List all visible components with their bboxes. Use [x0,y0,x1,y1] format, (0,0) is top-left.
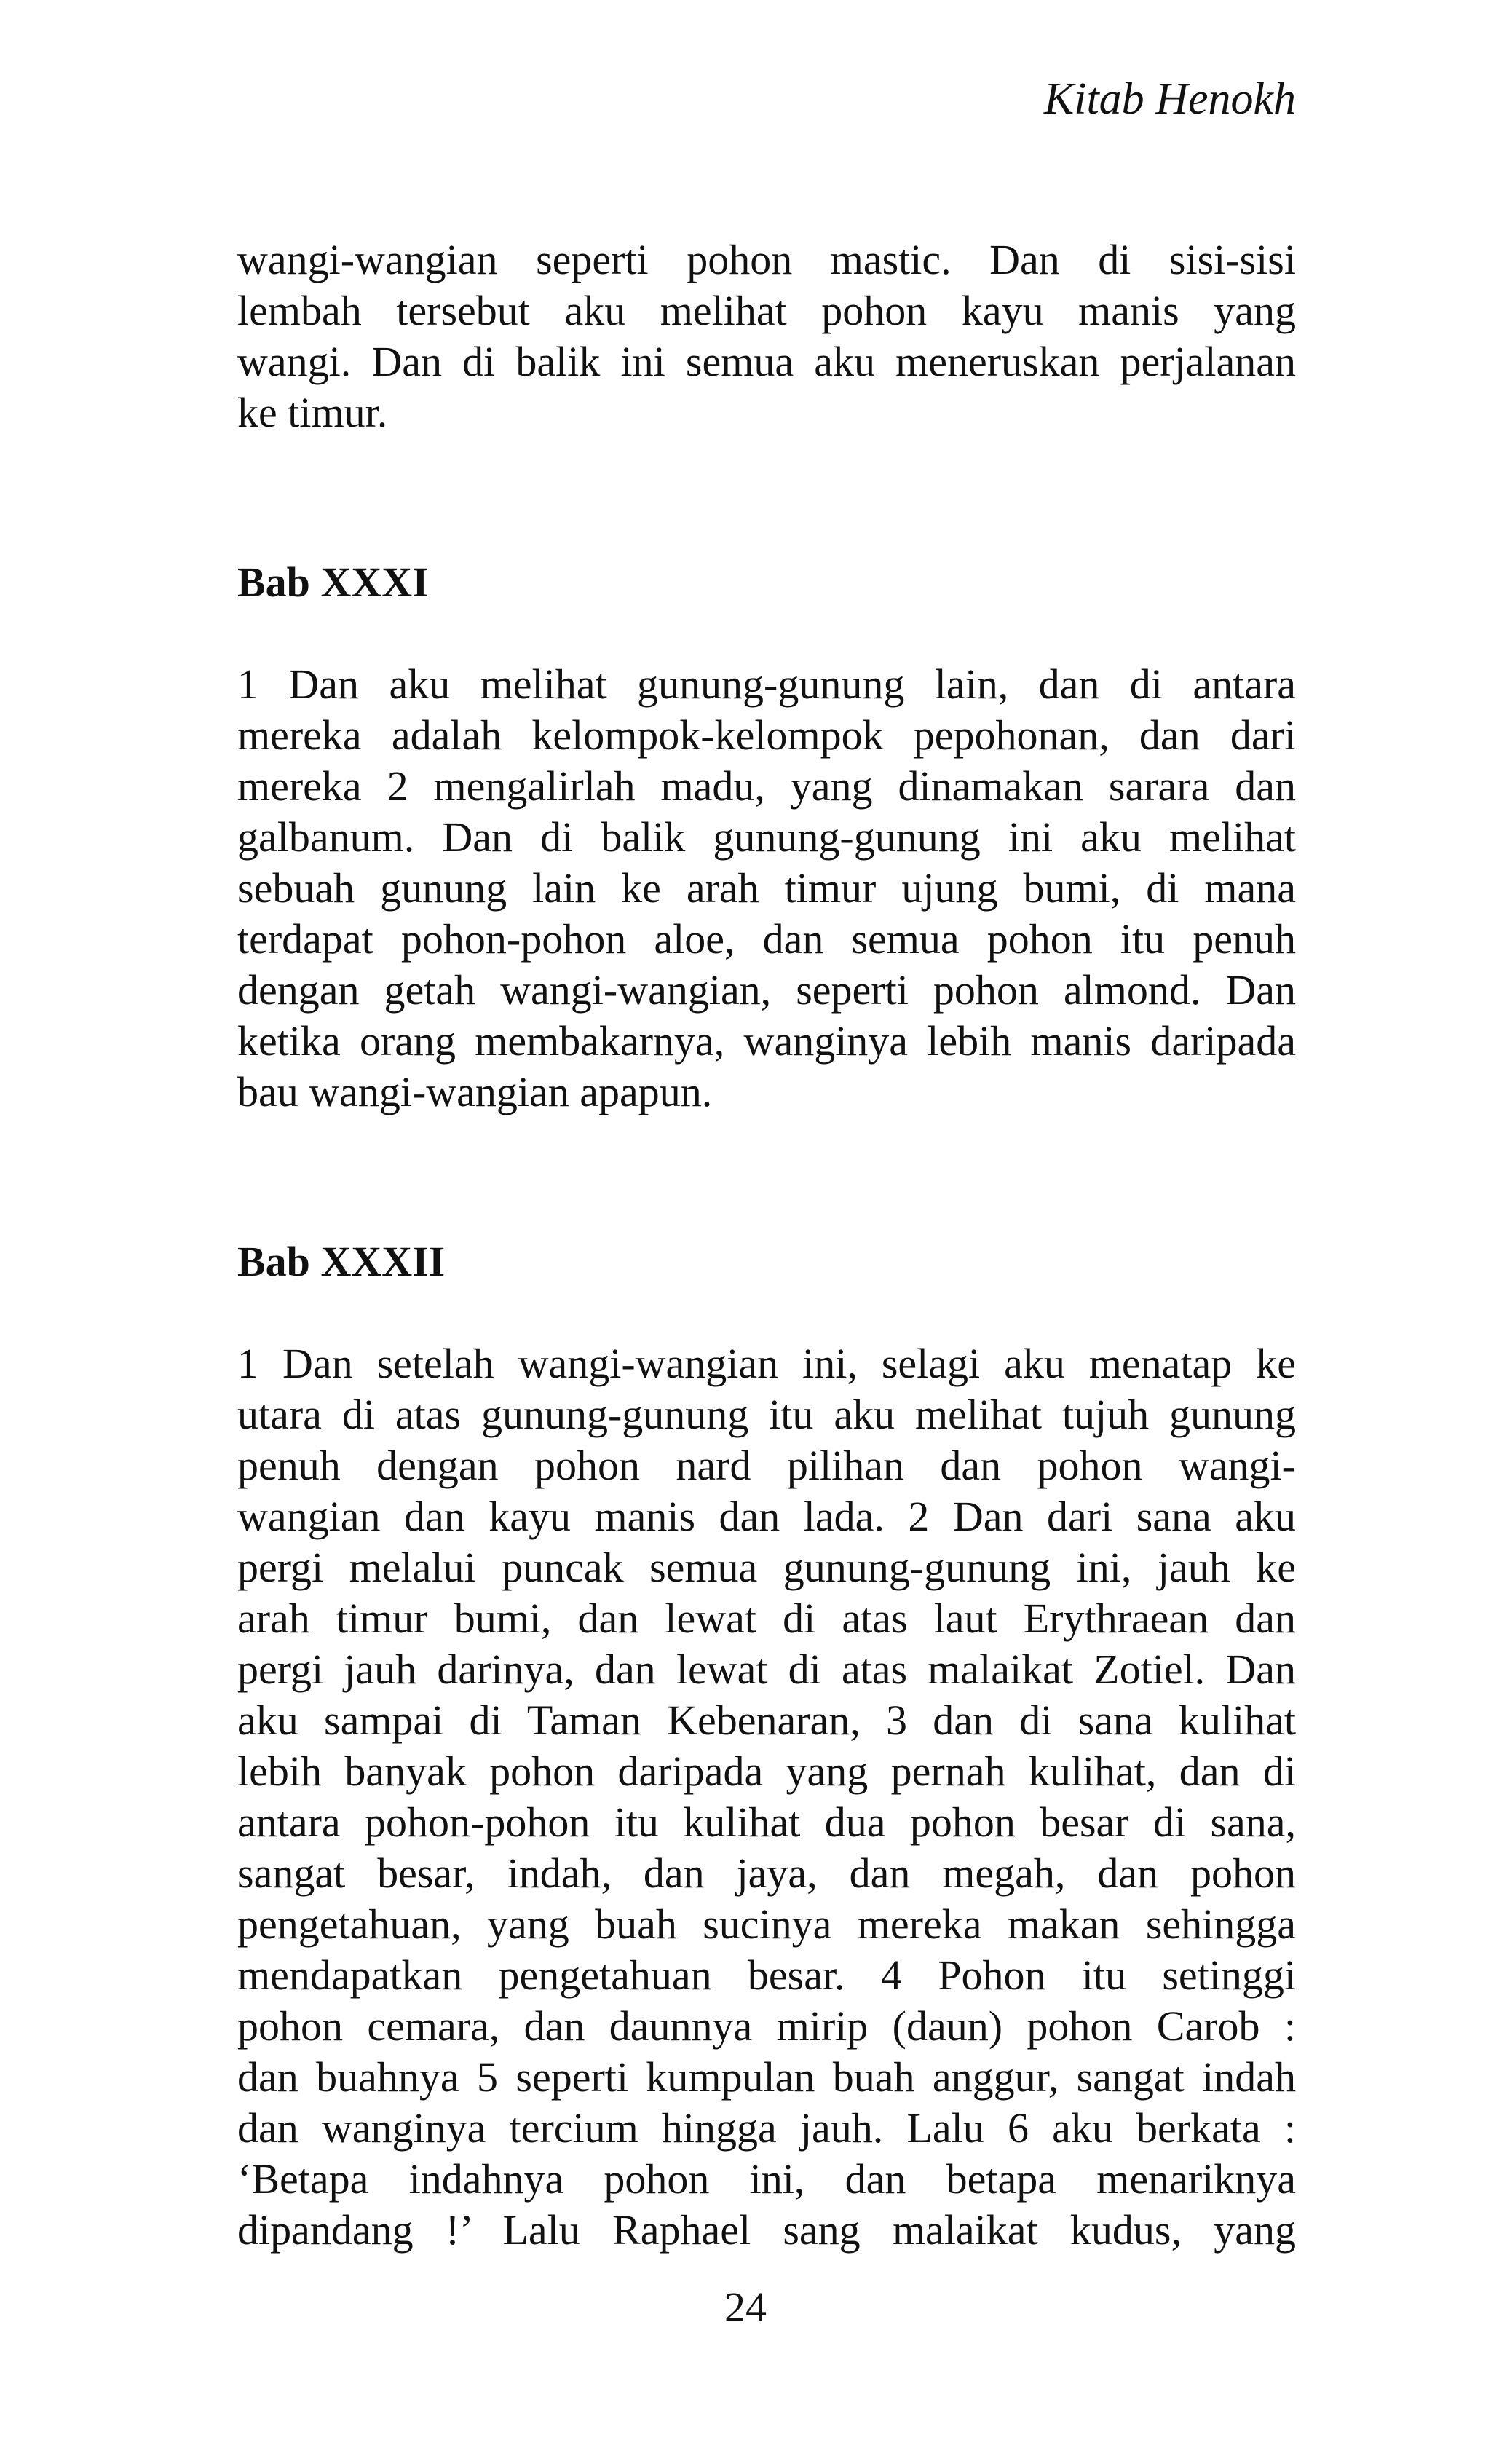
running-title: Kitab Henokh [1043,74,1296,124]
paragraph-line: pengetahuan, yang buah sucinya mereka makan sehingga [237,1900,1296,1948]
paragraph-line: dengan getah wangi-wangian, seperti pohon almond. Dan [237,966,1296,1014]
paragraph-line: antara pohon-pohon itu kulihat dua pohon besar di sana, [237,1798,1296,1846]
paragraph-line: lembah tersebut aku melihat pohon kayu manis yang [237,287,1296,334]
paragraph-line: mendapatkan pengetahuan besar. 4 Pohon itu setinggi [237,1951,1296,1999]
paragraph-line: mereka 2 mengalirlah madu, yang dinamakan sarara dan [237,762,1296,810]
paragraph-line: dan buahnya 5 seperti kumpulan buah anggur, sangat indah [237,2053,1296,2101]
paragraph-line: pergi jauh darinya, dan lewat di atas malaikat Zotiel. Dan [237,1646,1296,1693]
paragraph-line: mereka adalah kelompok-kelompok pepohonan, dan dari [237,711,1296,759]
paragraph-line: bau wangi-wangian apapun. [237,1068,713,1115]
paragraph-line: ketika orang membakarnya, wanginya lebih manis daripada [237,1017,1296,1065]
paragraph-line: wangi-wangian seperti pohon mastic. Dan di sisi-sisi [237,236,1296,283]
intro-paragraph [237,234,1296,438]
page-body [237,234,1296,2256]
paragraph-line: utara di atas gunung-gunung itu aku melihat tujuh gunung [237,1391,1296,1438]
paragraph-line: lebih banyak pohon daripada yang pernah kulihat, dan di [237,1748,1296,1795]
paragraph-line: arah timur bumi, dan lewat di atas laut Erythraean dan [237,1595,1296,1642]
chapter-31-paragraph [237,659,1296,1118]
paragraph-line: aku sampai di Taman Kebenaran, 3 dan di sana kulihat [237,1697,1296,1744]
paragraph-line: pergi melalui puncak semua gunung-gunung ini, jauh ke [237,1544,1296,1591]
paragraph-line: ‘Betapa indahnya pohon ini, dan betapa menariknya [237,2155,1296,2203]
paragraph-line: penuh dengan pohon nard pilihan dan pohon wangi- [237,1442,1296,1489]
page-number: 24 [724,2283,767,2331]
chapter-32-paragraph [237,1338,1296,2256]
paragraph-line: terdapat pohon-pohon aloe, dan semua pohon itu penuh [237,915,1296,963]
paragraph-line: dipandang !’ Lalu Raphael sang malaikat kudus, yang [237,2206,1296,2254]
paragraph-line: ke timur. [237,389,388,436]
paragraph-line: 1 Dan aku melihat gunung-gunung lain, dan di antara [237,660,1296,708]
paragraph-line: dan wanginya tercium hingga jauh. Lalu 6 aku berkata : [237,2104,1296,2152]
paragraph-line: wangi. Dan di balik ini semua aku meneruskan perjalanan [237,338,1296,385]
paragraph-line: pohon cemara, dan daunnya mirip (daun) pohon Carob : [237,2002,1296,2050]
chapter-heading-31: Bab XXXI [237,558,429,606]
paragraph-line: galbanum. Dan di balik gunung-gunung ini aku melihat [237,813,1296,861]
paragraph-line: 1 Dan setelah wangi-wangian ini, selagi aku menatap ke [237,1340,1296,1387]
paragraph-line: sangat besar, indah, dan jaya, dan megah, dan pohon [237,1849,1296,1897]
chapter-heading-32: Bab XXXII [237,1238,446,1285]
paragraph-line: sebuah gunung lain ke arah timur ujung bumi, di mana [237,864,1296,912]
paragraph-line: wangian dan kayu manis dan lada. 2 Dan dari sana aku [237,1493,1296,1540]
